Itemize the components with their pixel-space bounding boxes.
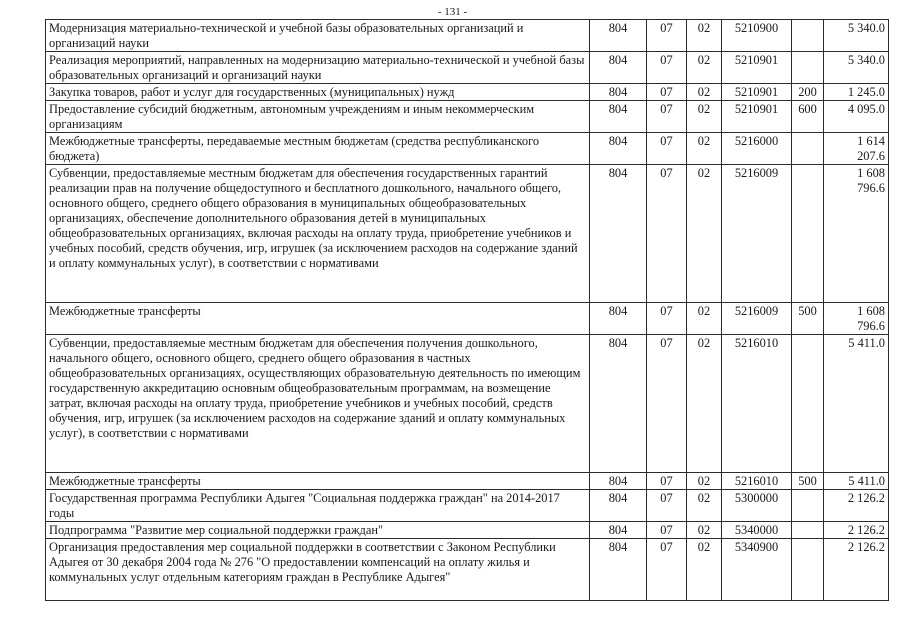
- expenditure-name-cell: Организация предоставления мер социальной поддержки в соответствии с Законом Республики Адыгея от 30 декабря 2004 года № 276 "О предоставлении компенсаций на оплату жилья и коммунальных услуг отдельным категориям граждан в Республике Адыгея": [46, 539, 590, 601]
- amount-cell: 2 126.2: [824, 539, 889, 601]
- target-article-cell: 5300000: [722, 490, 792, 522]
- amount-cell: 2 126.2: [824, 522, 889, 539]
- ministry-code-cell: 804: [590, 303, 647, 335]
- subsection-code-cell: 02: [687, 133, 722, 165]
- section-code-cell: 07: [647, 165, 687, 303]
- expense-type-cell: 200: [792, 84, 824, 101]
- ministry-code-cell: 804: [590, 335, 647, 473]
- expense-type-cell: [792, 522, 824, 539]
- amount-cell: 5 340.0: [824, 20, 889, 52]
- section-code-cell: 07: [647, 133, 687, 165]
- ministry-code-cell: 804: [590, 52, 647, 84]
- ministry-code-cell: 804: [590, 490, 647, 522]
- ministry-code-cell: 804: [590, 101, 647, 133]
- ministry-code-cell: 804: [590, 84, 647, 101]
- section-code-cell: 07: [647, 490, 687, 522]
- ministry-code-cell: 804: [590, 473, 647, 490]
- subsection-code-cell: 02: [687, 473, 722, 490]
- target-article-cell: 5216009: [722, 165, 792, 303]
- expenditure-name-cell: Предоставление субсидий бюджетным, автономным учреждениям и иным некоммерческим организациям: [46, 101, 590, 133]
- expenditure-name-cell: Субвенции, предоставляемые местным бюджетам для обеспечения государственных гарантий реализации прав на получение общедоступного и бесплатного дошкольного, начального общего, основного общего, среднего общего образования в муниципальных общеобразовательных организациях, обеспечение дополнительного образования детей в муниципальных общеобразовательных организациях, включая расходы на оплату труда, приобретение учебников и учебных пособий, средств обучения, игр, игрушек (за исключением расходов на содержание зданий и оплату коммунальных услуг), в соответствии с нормативами: [46, 165, 590, 303]
- expenditure-name-cell: Межбюджетные трансферты: [46, 303, 590, 335]
- expense-type-cell: [792, 490, 824, 522]
- table-row: [46, 522, 889, 539]
- expense-type-cell: [792, 133, 824, 165]
- subsection-code-cell: 02: [687, 303, 722, 335]
- subsection-code-cell: 02: [687, 101, 722, 133]
- section-code-cell: 07: [647, 539, 687, 601]
- amount-cell: 2 126.2: [824, 490, 889, 522]
- ministry-code-cell: 804: [590, 20, 647, 52]
- table-row: [46, 490, 889, 522]
- subsection-code-cell: 02: [687, 165, 722, 303]
- expense-type-cell: [792, 165, 824, 303]
- amount-cell: 5 411.0: [824, 473, 889, 490]
- section-code-cell: 07: [647, 522, 687, 539]
- target-article-cell: 5210901: [722, 52, 792, 84]
- section-code-cell: 07: [647, 20, 687, 52]
- expenditure-name-cell: Модернизация материально-технической и учебной базы образовательных организаций и организаций науки: [46, 20, 590, 52]
- table-row: [46, 20, 889, 52]
- section-code-cell: 07: [647, 335, 687, 473]
- amount-cell: 1 245.0: [824, 84, 889, 101]
- expenditure-name-cell: Межбюджетные трансферты: [46, 473, 590, 490]
- table-row: [46, 539, 889, 601]
- amount-cell: 5 340.0: [824, 52, 889, 84]
- expenditure-name-cell: Подпрограмма "Развитие мер социальной поддержки граждан": [46, 522, 590, 539]
- budget-table: [45, 19, 889, 601]
- expenditure-name-cell: Закупка товаров, работ и услуг для государственных (муниципальных) нужд: [46, 84, 590, 101]
- expenditure-name-cell: Субвенции, предоставляемые местным бюджетам для обеспечения получения дошкольного, начального общего, основного общего, среднего общего образования в частных общеобразовательных организациях, осуществляющих образовательную деятельность по имеющим государственную аккредитацию основным общеобразовательным программам, на возмещение затрат, включая расходы на оплату труда, приобретение учебников и учебных пособий, средств обучения, игр, игрушек (за исключением расходов на содержание зданий и оплату коммунальных услуг), в соответствии с нормативами: [46, 335, 590, 473]
- ministry-code-cell: 804: [590, 539, 647, 601]
- target-article-cell: 5210901: [722, 101, 792, 133]
- expenditure-name-cell: Государственная программа Республики Адыгея "Социальная поддержка граждан" на 2014-2017 годы: [46, 490, 590, 522]
- subsection-code-cell: 02: [687, 522, 722, 539]
- ministry-code-cell: 804: [590, 165, 647, 303]
- target-article-cell: 5340000: [722, 522, 792, 539]
- ministry-code-cell: 804: [590, 522, 647, 539]
- section-code-cell: 07: [647, 84, 687, 101]
- table-row: [46, 335, 889, 473]
- amount-cell: 4 095.0: [824, 101, 889, 133]
- expense-type-cell: [792, 539, 824, 601]
- section-code-cell: 07: [647, 52, 687, 84]
- target-article-cell: 5216009: [722, 303, 792, 335]
- target-article-cell: 5216010: [722, 335, 792, 473]
- table-row: [46, 473, 889, 490]
- amount-cell: 1 608 796.6: [824, 303, 889, 335]
- target-article-cell: 5216000: [722, 133, 792, 165]
- subsection-code-cell: 02: [687, 52, 722, 84]
- subsection-code-cell: 02: [687, 539, 722, 601]
- expense-type-cell: 600: [792, 101, 824, 133]
- subsection-code-cell: 02: [687, 335, 722, 473]
- expenditure-name-cell: Реализация мероприятий, направленных на модернизацию материально-технической и учебной базы образовательных организаций и организаций науки: [46, 52, 590, 84]
- table-row: [46, 133, 889, 165]
- target-article-cell: 5216010: [722, 473, 792, 490]
- target-article-cell: 5340900: [722, 539, 792, 601]
- expense-type-cell: [792, 52, 824, 84]
- target-article-cell: 5210900: [722, 20, 792, 52]
- section-code-cell: 07: [647, 101, 687, 133]
- section-code-cell: 07: [647, 303, 687, 335]
- subsection-code-cell: 02: [687, 84, 722, 101]
- subsection-code-cell: 02: [687, 490, 722, 522]
- table-row: [46, 303, 889, 335]
- table-row: [46, 52, 889, 84]
- expenditure-name-cell: Межбюджетные трансферты, передаваемые местным бюджетам (средства республиканского бюджета): [46, 133, 590, 165]
- table-row: [46, 84, 889, 101]
- ministry-code-cell: 804: [590, 133, 647, 165]
- table-row: [46, 101, 889, 133]
- expense-type-cell: 500: [792, 473, 824, 490]
- page-number: - 131 -: [437, 6, 468, 18]
- subsection-code-cell: 02: [687, 20, 722, 52]
- expense-type-cell: [792, 20, 824, 52]
- amount-cell: 1 608 796.6: [824, 165, 889, 303]
- section-code-cell: 07: [647, 473, 687, 490]
- target-article-cell: 5210901: [722, 84, 792, 101]
- expense-type-cell: 500: [792, 303, 824, 335]
- expense-type-cell: [792, 335, 824, 473]
- amount-cell: 5 411.0: [824, 335, 889, 473]
- table-row: [46, 165, 889, 303]
- amount-cell: 1 614 207.6: [824, 133, 889, 165]
